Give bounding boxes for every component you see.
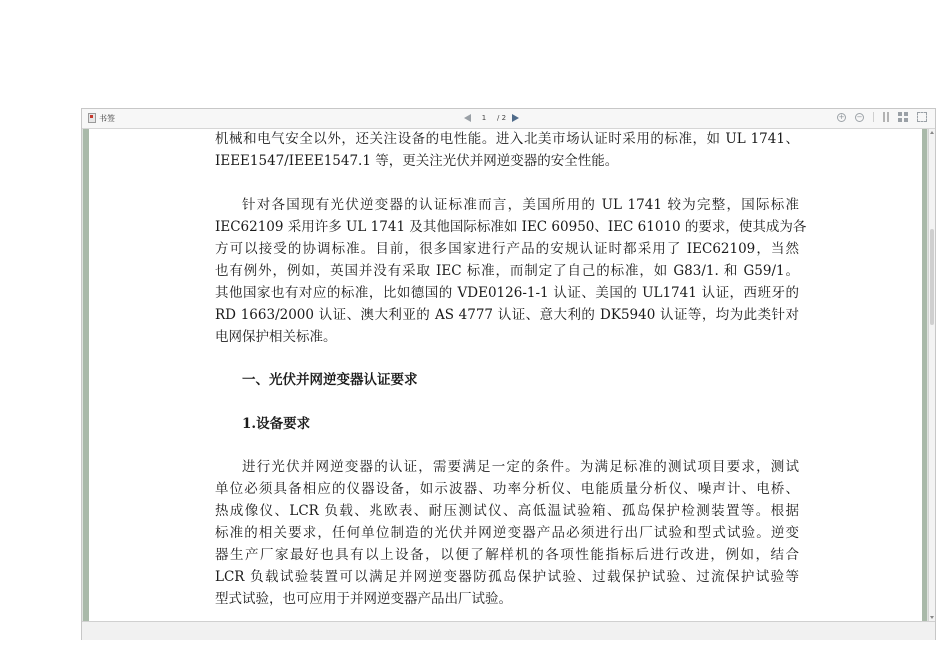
- paragraph-line: IEC62109 采用许多 UL 1741 及其他国际标准如 IEC 60950、IEC 61010 的要求，使其成为各: [215, 219, 807, 235]
- paragraph-line: 热成像仪、LCR 负载、兆欧表、耐压测试仪、高低温试验箱、孤岛保护检测装置等。根据: [215, 503, 799, 519]
- scrollbar-thumb[interactable]: [930, 229, 934, 325]
- zoom-in-icon[interactable]: +: [838, 112, 845, 121]
- paragraph-line: 标准的相关要求，任何单位制造的光伏并网逆变器产品必须进行出厂试验和型式试验。逆变: [215, 525, 799, 541]
- bookmark-button[interactable]: [88, 112, 115, 124]
- document-page: [89, 129, 922, 621]
- paragraph-line: 也有例外，例如，英国并没有采取 IEC 标准，而制定了自己的标准，如 G83/1. 和 G59/1。: [215, 263, 799, 279]
- bookmark-icon: [88, 113, 96, 123]
- fit-page-icon[interactable]: [917, 112, 927, 122]
- paragraph-line: 其他国家也有对应的标准，比如德国的 VDE0126-1-1 认证、美国的 UL1741 认证，西班牙的: [215, 285, 799, 301]
- vertical-scrollbar[interactable]: [928, 129, 935, 621]
- paragraph-line: 电网保护相关标准。: [215, 329, 337, 345]
- paragraph-line: 器生产厂家最好也具有以上设备，以便了解样机的各项性能指标后进行改进，例如，结合: [215, 547, 799, 563]
- arrow-left-icon[interactable]: [464, 114, 471, 122]
- current-page-field[interactable]: 1: [481, 114, 487, 122]
- page-right-border: [922, 129, 927, 621]
- paragraph-line: RD 1663/2000 认证、澳大利亚的 AS 4777 认证、意大利的 DK5940 认证等，均为此类针对: [215, 307, 799, 323]
- bookmark-label: 书签: [99, 113, 115, 123]
- paragraph-line: 型式试验，也可应用于并网逆变器产品出厂试验。: [215, 591, 512, 607]
- viewer-toolbar: [82, 109, 935, 129]
- paragraph-line: 单位必须具备相应的仪器设备，如示波器、功率分析仪、电能质量分析仪、噪声计、电桥、: [215, 481, 799, 497]
- paragraph-line: 方可以接受的协调标准。目前，很多国家进行产品的安规认证时都采用了 IEC62109，当然: [215, 241, 799, 257]
- subsection-heading: 1.设备要求: [242, 416, 311, 432]
- scroll-down-icon[interactable]: [930, 616, 934, 619]
- toolbar-divider: [873, 112, 874, 122]
- total-pages: / 2: [497, 114, 507, 122]
- document-area: [82, 129, 935, 621]
- paragraph-line: IEEE1547/IEEE1547.1 等，更关注光伏并网逆变器的安全性能。: [215, 153, 619, 169]
- scroll-up-icon[interactable]: [930, 131, 934, 134]
- paragraph-line: 针对各国现有光伏逆变器的认证标准而言，美国所用的 UL 1741 较为完整，国际标准: [242, 197, 799, 213]
- paragraph-line: 机械和电气安全以外，还关注设备的电性能。进入北美市场认证时采用的标准，如 UL 1741、: [215, 131, 799, 147]
- grid-view-icon[interactable]: [898, 112, 908, 122]
- page-navigation: [464, 112, 519, 124]
- paragraph-line: LCR 负载试验装置可以满足并网逆变器防孤岛保护试验、过载保护试验、过流保护试验等: [215, 569, 799, 585]
- section-heading: 一、光伏并网逆变器认证要求: [242, 372, 418, 388]
- document-viewer: [81, 108, 936, 640]
- view-tools: [837, 112, 927, 122]
- paragraph-line: 进行光伏并网逆变器的认证，需要满足一定的条件。为满足标准的测试项目要求，测试: [242, 459, 799, 475]
- status-bar: [82, 621, 935, 640]
- single-page-view-icon[interactable]: [883, 112, 889, 122]
- arrow-right-icon[interactable]: [512, 114, 519, 122]
- zoom-out-icon[interactable]: −: [856, 112, 863, 121]
